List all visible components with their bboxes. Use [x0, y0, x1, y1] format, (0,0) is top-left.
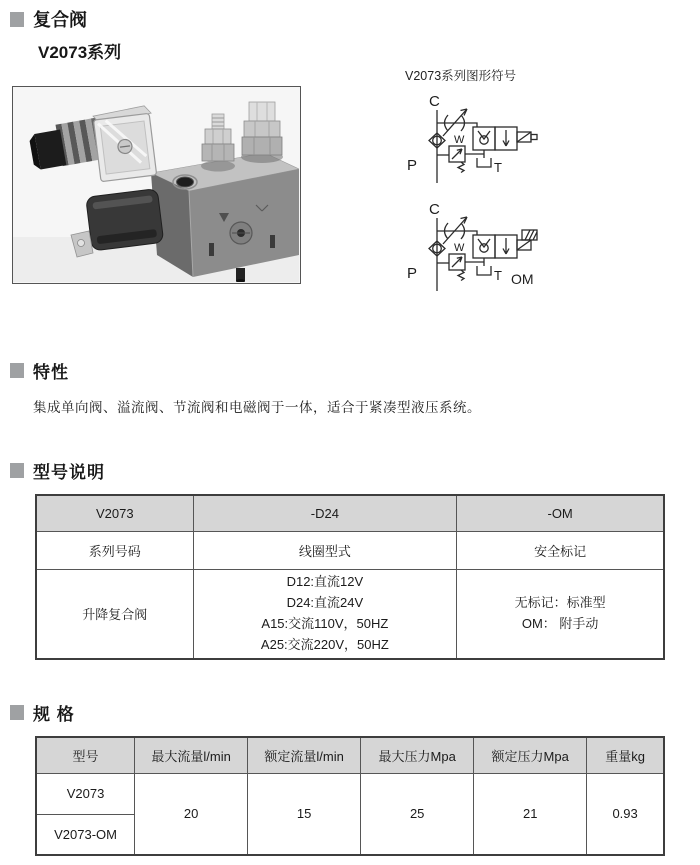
- port-label-t: T: [494, 268, 502, 283]
- section-bullet-icon: [10, 363, 24, 378]
- spec-header-row: [36, 737, 664, 773]
- model-section-header: [10, 458, 105, 483]
- model-description-table: [35, 494, 665, 660]
- valve-label-w: W: [454, 242, 465, 254]
- spec-model-name: V2073-OM: [36, 814, 135, 855]
- port-label-t: T: [494, 160, 502, 175]
- valve-label-w: W: [454, 134, 465, 146]
- spec-header-max-flow: 最大流量l/min: [135, 737, 248, 773]
- model-code-row: [36, 495, 664, 531]
- model-detail-series: 升降复合阀: [36, 569, 193, 659]
- model-label-series: 系列号码: [36, 531, 193, 569]
- features-text: 集成单向阀、溢流阀、节流阀和电磁阀于一体，适合于紧凑型液压系统。: [33, 400, 481, 415]
- coil-option: D24:直流24V: [286, 594, 364, 610]
- safety-option: 无标记：标准型: [514, 594, 606, 610]
- hydraulic-schematic-manual-override: [398, 198, 628, 304]
- features-section-header: [10, 358, 69, 383]
- model-detail-row: [36, 569, 664, 659]
- spec-value-max-pressure: 25: [361, 773, 474, 855]
- spec-row-v2073: [36, 773, 664, 814]
- spec-value-max-flow: 20: [135, 773, 248, 855]
- page-series: V2073系列: [38, 43, 122, 62]
- model-label-coil: 线圈型式: [193, 531, 457, 569]
- section-bullet-icon: [10, 12, 24, 27]
- model-label-safety: 安全标记: [457, 531, 664, 569]
- safety-option: OM： 附手动: [521, 615, 599, 631]
- model-heading: 型号说明: [33, 463, 105, 482]
- port-label-c: C: [429, 201, 440, 218]
- model-code-coil: -D24: [193, 495, 457, 531]
- model-detail-safety-options: [457, 569, 664, 659]
- coil-option: D12:直流12V: [286, 574, 364, 590]
- port-label-p: P: [407, 265, 418, 282]
- hydraulic-schematic-standard: [398, 90, 613, 194]
- product-photo: [12, 86, 301, 284]
- valve-photo-illustration: [13, 87, 299, 282]
- model-code-series: V2073: [36, 495, 193, 531]
- section-bullet-icon: [10, 705, 24, 720]
- spec-header-rated-flow: 额定流量l/min: [248, 737, 361, 773]
- spec-header-weight: 重量kg: [587, 737, 664, 773]
- spec-value-rated-pressure: 21: [474, 773, 587, 855]
- spec-value-weight: 0.93: [587, 773, 664, 855]
- spec-model-name: V2073: [36, 773, 135, 814]
- spec-value-rated-flow: 15: [248, 773, 361, 855]
- schematic-caption: V2073系列图形符号: [405, 69, 517, 83]
- model-code-safety: -OM: [457, 495, 664, 531]
- spec-header-rated-pressure: 额定压力Mpa: [474, 737, 587, 773]
- spec-section-header: [10, 700, 75, 725]
- option-label-om: OM: [511, 271, 534, 287]
- spec-header-max-pressure: 最大压力Mpa: [361, 737, 474, 773]
- model-label-row: [36, 531, 664, 569]
- coil-option: A15:交流110V，50HZ: [261, 615, 389, 631]
- spec-heading: 规 格: [33, 705, 75, 724]
- specifications-table: [35, 736, 665, 856]
- features-heading: 特性: [33, 363, 69, 382]
- port-label-p: P: [407, 157, 418, 174]
- spec-header-model: 型号: [36, 737, 135, 773]
- page-header: [10, 6, 121, 63]
- section-bullet-icon: [10, 463, 24, 478]
- coil-option: A25:交流220V，50HZ: [260, 636, 389, 652]
- model-detail-coil-options: [193, 569, 457, 659]
- port-label-c: C: [429, 93, 440, 110]
- page-title: 复合阀: [33, 10, 87, 30]
